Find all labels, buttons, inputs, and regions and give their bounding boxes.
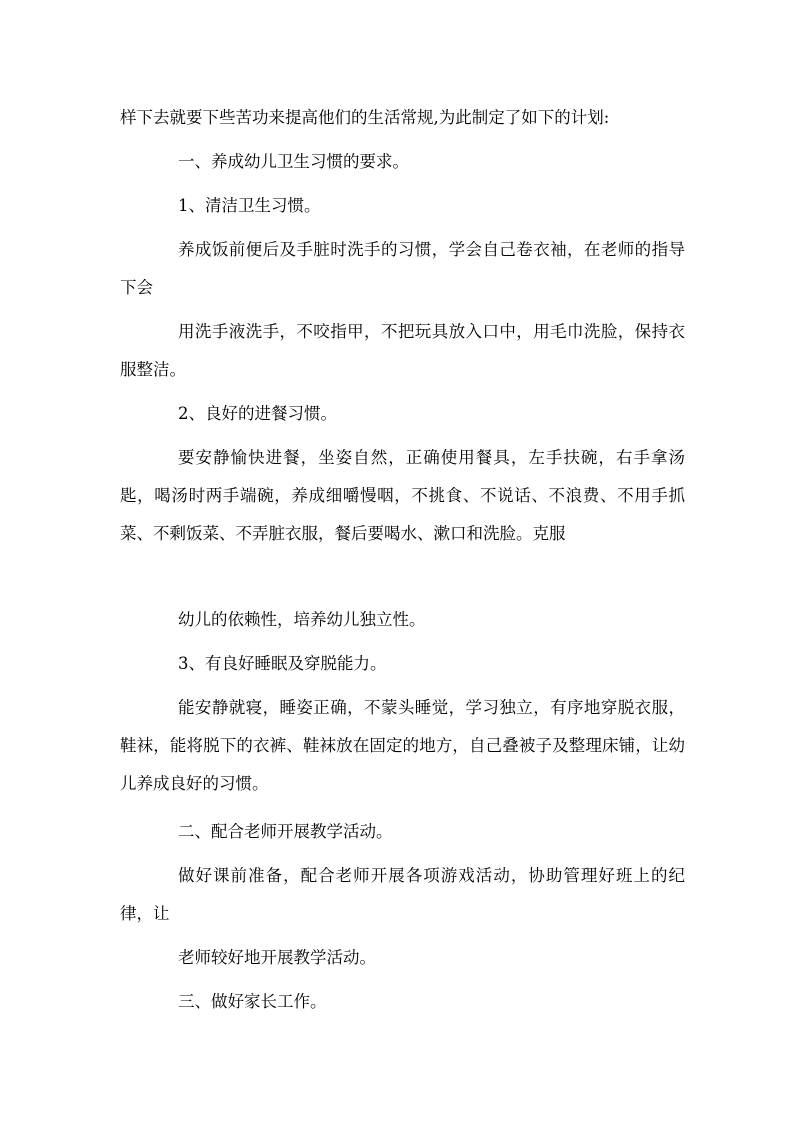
- subheading-2: 2、良好的进餐习惯。: [178, 404, 337, 423]
- section-heading-2: 二、配合老师开展教学活动。: [178, 822, 393, 841]
- paragraph-hygiene-2: 用洗手液洗手，不咬指甲，不把玩具放入口中，用毛巾洗脸，保持衣服整洁。: [120, 322, 685, 379]
- subheading-1: 1、清洁卫生习惯。: [178, 196, 321, 215]
- section-heading-3: 三、做好家长工作。: [178, 992, 327, 1011]
- paragraph-sleep: 能安静就寝，睡姿正确，不蒙头睡觉，学习独立，有序地穿脱衣服，鞋袜，能将脱下的衣裤、鞋袜放在固定的地方，自己叠被子及整理床铺，让幼儿养成良好的习惯。: [120, 698, 685, 793]
- paragraph-intro: 样下去就要下些苦功来提高他们的生活常规,为此制定了如下的计划:: [120, 108, 610, 127]
- section-heading-1: 一、养成幼儿卫生习惯的要求。: [178, 152, 409, 171]
- paragraph-hygiene-1: 养成饭前便后及手脏时洗手的习惯，学会自己卷衣袖，在老师的指导下会: [120, 240, 685, 297]
- paragraph-teaching-2: 老师较好地开展教学活动。: [178, 948, 376, 967]
- paragraph-meal-1: 要安静愉快进餐，坐姿自然，正确使用餐具，左手扶碗，右手拿汤匙，喝汤时两手端碗，养成细嚼慢咽，不挑食、不说话、不浪费、不用手抓菜、不剩饭菜、不弄脏衣服，餐后要喝水、漱口和洗脸。克服: [120, 448, 685, 543]
- paragraph-meal-2: 幼儿的依赖性，培养幼儿独立性。: [178, 610, 426, 629]
- paragraph-teaching-1: 做好课前准备，配合老师开展各项游戏活动，协助管理好班上的纪律，让: [120, 866, 685, 923]
- subheading-3: 3、有良好睡眠及穿脱能力。: [178, 654, 387, 673]
